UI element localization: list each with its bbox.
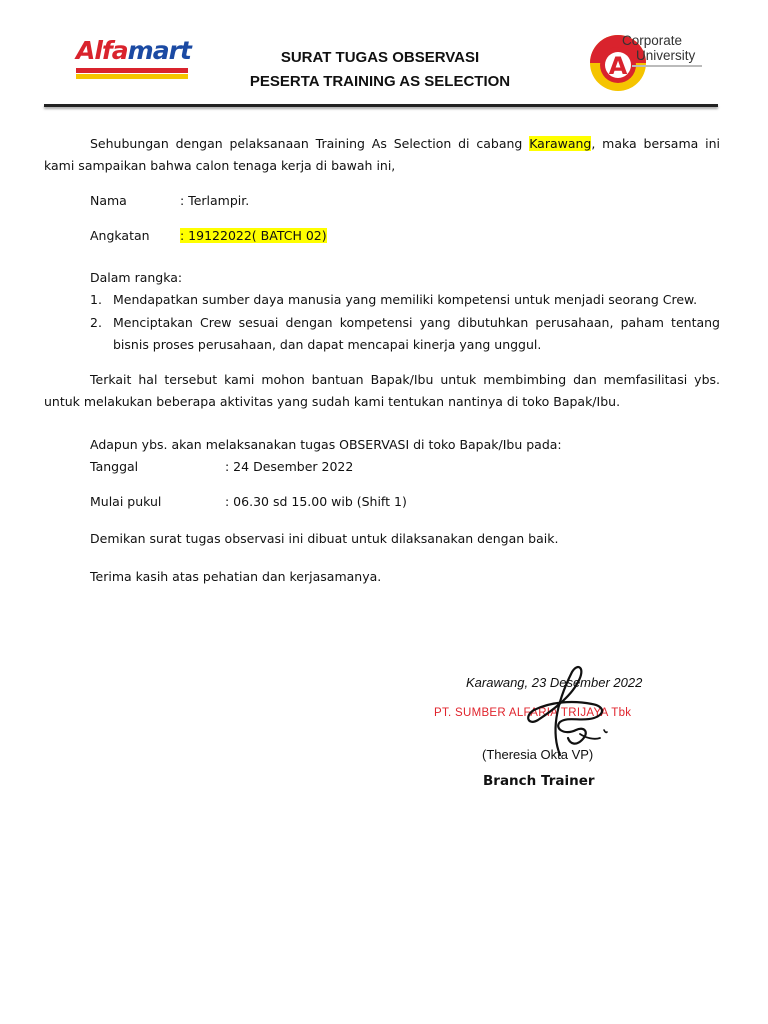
mulai-pukul-value: : 06.30 sd 15.00 wib (Shift 1) (225, 494, 407, 509)
corporate-university-line1: Corporate (622, 33, 683, 48)
list-item-2-text: Menciptakan Crew sesuai dengan kompetensi yang dibutuhkan perusahaan, paham tentang bisnis proses perusahaan, dan dapat mencapai kinerja yang unggul. (113, 315, 720, 352)
angkatan-label: Angkatan (90, 228, 150, 243)
intro-paragraph (44, 133, 720, 177)
alfamart-logo-red-bar (76, 68, 188, 73)
corporate-university-tagline-bar (632, 65, 702, 67)
signature-role: Branch Trainer (483, 773, 595, 789)
corporate-university-logo (588, 32, 712, 94)
alfamart-logo-part2: mart (127, 36, 191, 65)
header-rule (44, 104, 718, 107)
nama-label: Nama (90, 193, 127, 208)
intro-city-highlight: Karawang (529, 136, 592, 151)
alfamart-logo-yellow-bar (76, 74, 188, 79)
svg-text:A: A (608, 52, 628, 80)
title-line-1: SURAT TUGAS OBSERVASI (280, 49, 480, 66)
alfamart-logo (76, 36, 192, 84)
intro-text-part2: , maka bersama ini kami sampaikan bahwa calon tenaga kerja di bawah ini, (44, 136, 720, 173)
corporate-university-line2: University (636, 48, 696, 63)
handwritten-signature-icon (520, 660, 610, 760)
mulai-pukul-label: Mulai pukul (90, 494, 162, 509)
signature-name: (Theresia Okta VP) (482, 747, 594, 762)
list-item-1-text: Mendapatkan sumber daya manusia yang memiliki kompetensi untuk menjadi seorang Crew. (113, 292, 698, 307)
list-item-1-number: 1. (90, 292, 102, 307)
alfamart-logo-part1: Alfa (76, 36, 128, 65)
tanggal-value: : 24 Desember 2022 (225, 459, 354, 474)
signature-company: PT. SUMBER ALFARIA TRIJAYA Tbk (434, 707, 632, 719)
list-item-2-number: 2. (90, 315, 102, 330)
angkatan-value (180, 225, 327, 247)
nama-value: : Terlampir. (180, 193, 250, 208)
intro-text-part1: Sehubungan dengan pelaksanaan Training As Selection di cabang (90, 136, 530, 151)
terima-kasih-text: Terima kasih atas pehatian dan kerjasamanya. (90, 569, 382, 584)
tanggal-label: Tanggal (90, 459, 139, 474)
terkait-paragraph: Terkait hal tersebut kami mohon bantuan Bapak/Ibu untuk membimbing dan memfasilitasi ybs. untuk melakukan beberapa aktivitas yang sudah kami tentukan nantinya di toko Bapak/Ibu. (44, 372, 720, 409)
signature-place-date: Karawang, 23 Desember 2022 (466, 675, 643, 690)
adapun-text: Adapun ybs. akan melaksanakan tugas OBSERVASI di toko Bapak/Ibu pada: (90, 437, 562, 452)
letter-title (230, 46, 530, 94)
angkatan-value-highlight: : 19122022( BATCH 02) (180, 228, 327, 243)
title-line-2: PESERTA TRAINING AS SELECTION (249, 73, 511, 90)
alfamart-logo-wordmark (76, 36, 191, 66)
dalam-rangka-heading: Dalam rangka: (90, 270, 183, 285)
demikian-text: Demikan surat tugas observasi ini dibuat untuk dilaksanakan dengan baik. (90, 531, 559, 546)
